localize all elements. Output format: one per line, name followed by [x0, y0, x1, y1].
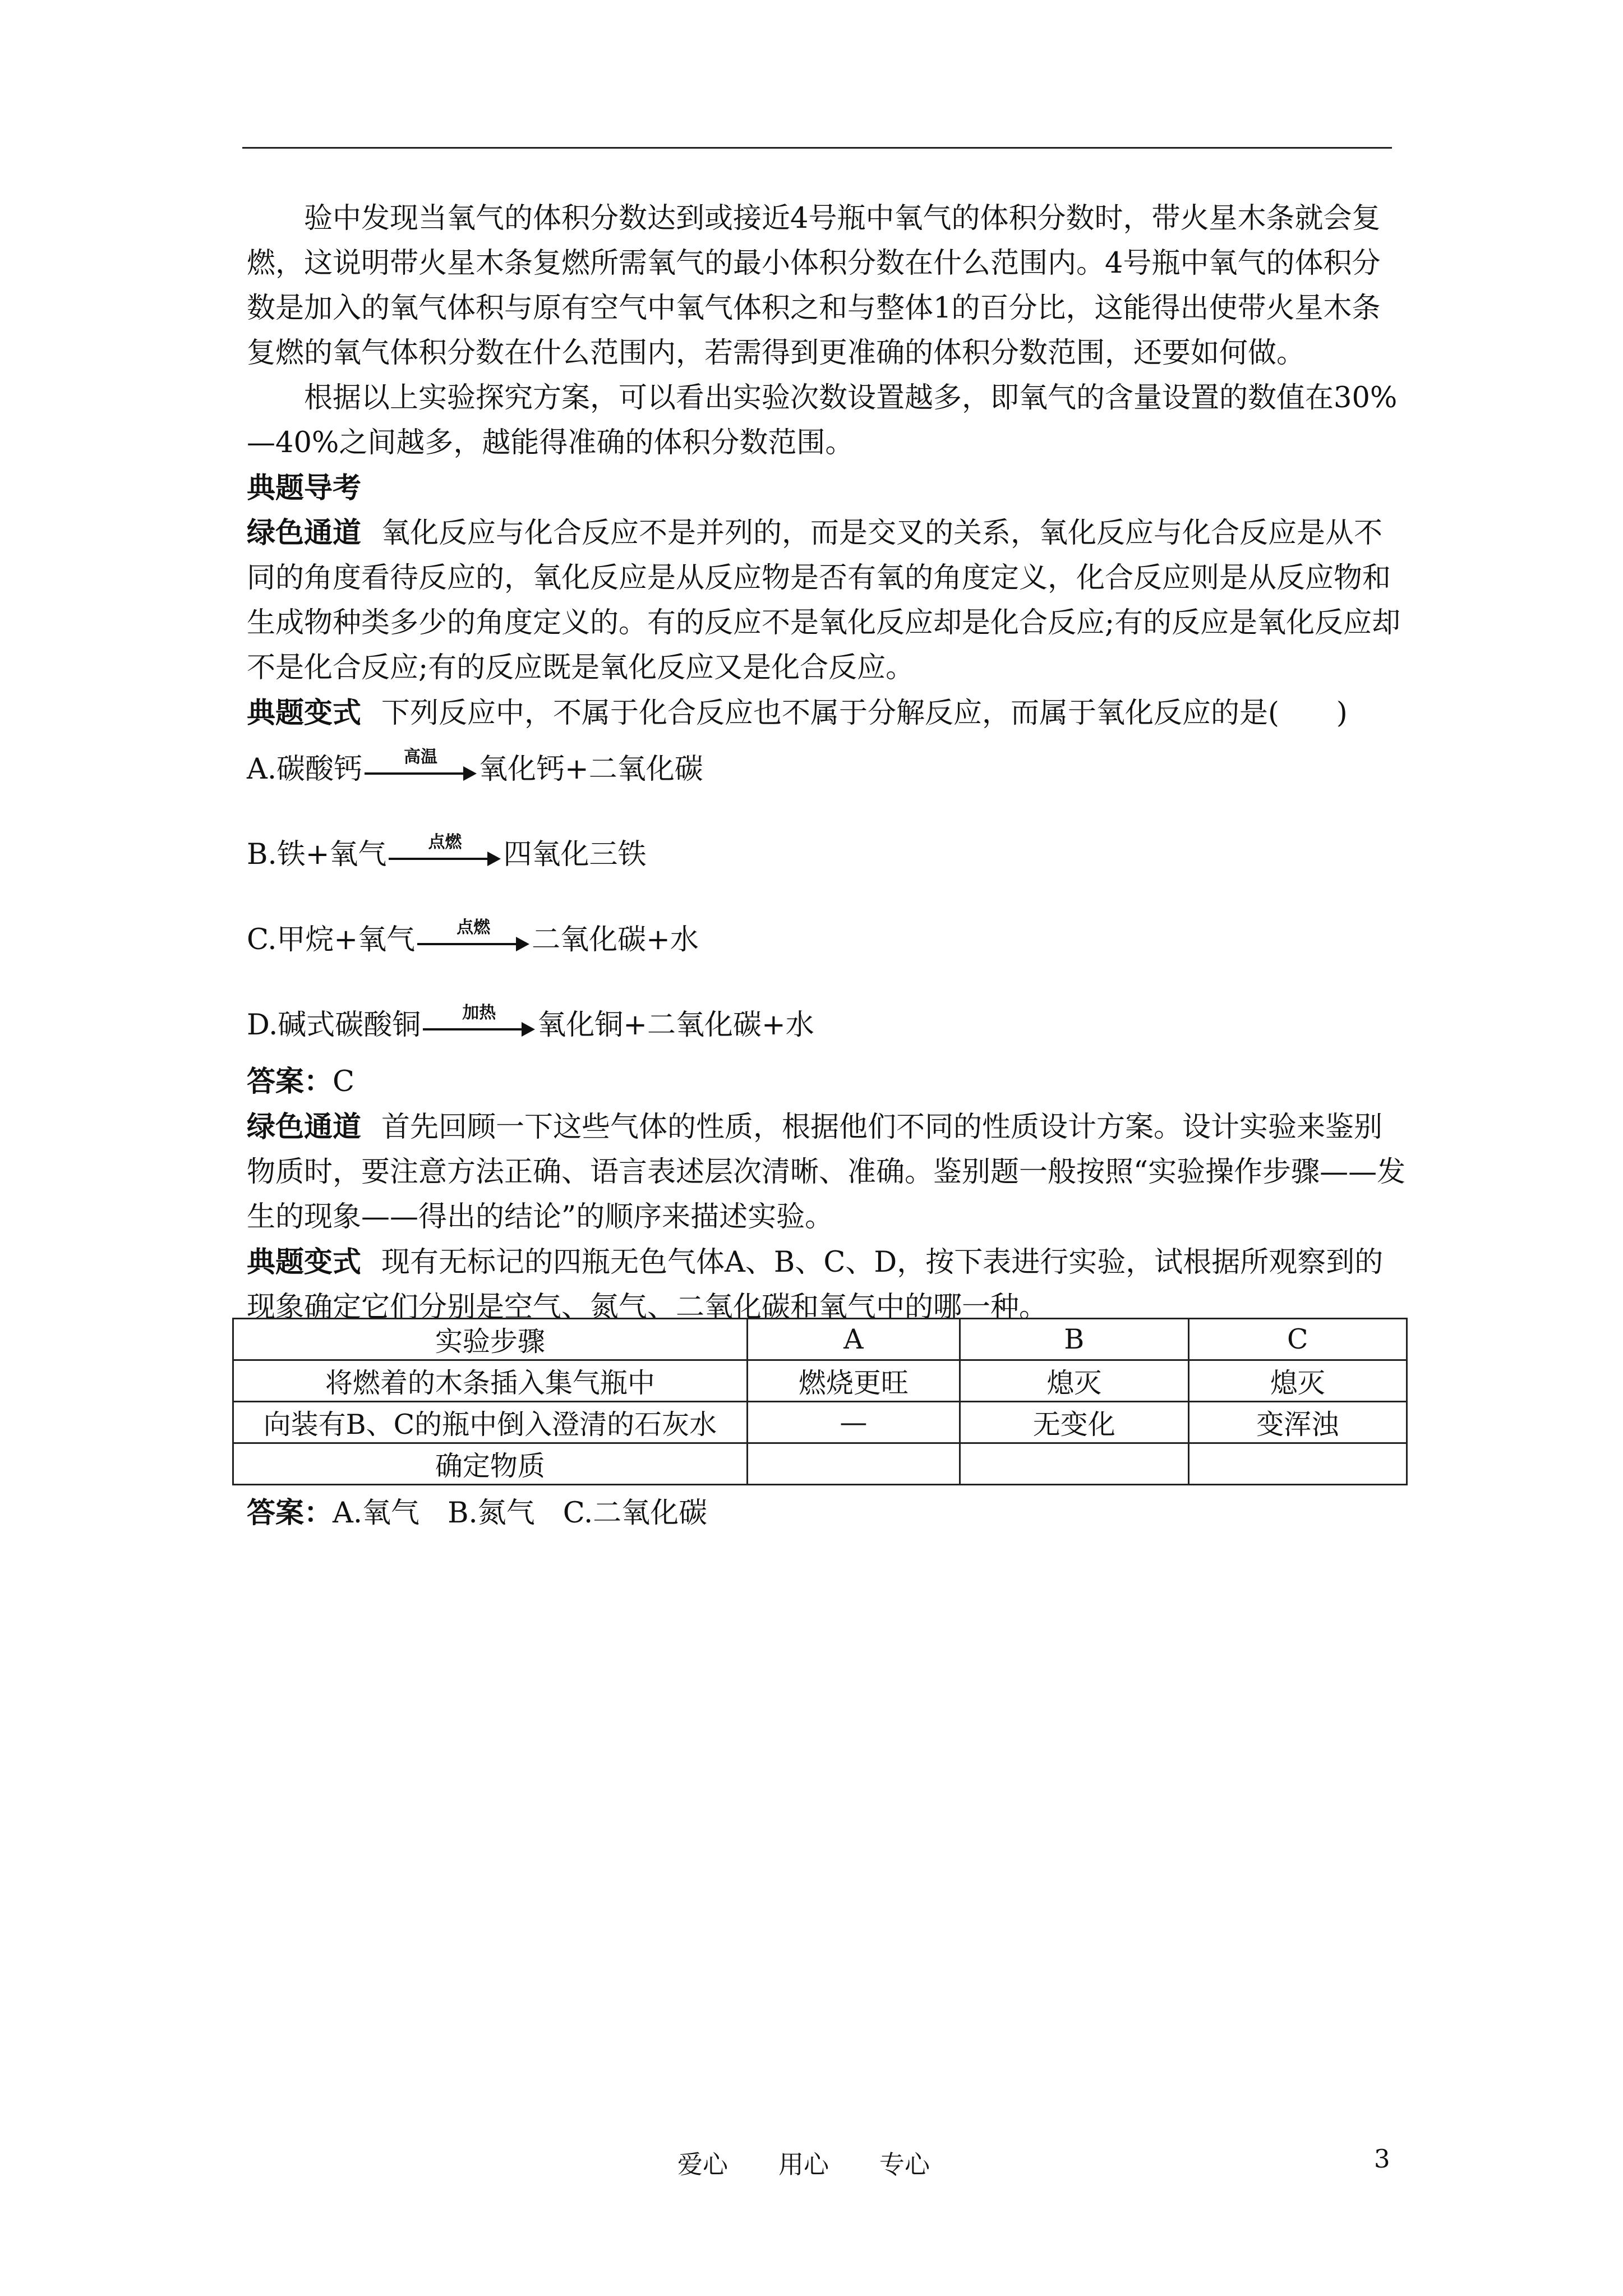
reaction-arrow-icon	[389, 832, 501, 877]
table-header-row	[233, 1319, 1407, 1360]
answer-part: A.氧气	[333, 1497, 420, 1530]
reaction-arrow-icon	[423, 1003, 535, 1048]
table-cell	[1188, 1443, 1407, 1485]
option-reactants: C.甲烷+氧气	[247, 923, 416, 956]
option-products: 氧化铜+二氧化碳+水	[537, 1009, 814, 1042]
footer-motto	[677, 2144, 930, 2180]
reaction-condition: 加热	[462, 1003, 496, 1023]
table-header-cell: C	[1188, 1319, 1407, 1360]
table-cell: 将燃着的木条插入集气瓶中	[233, 1360, 748, 1402]
table-cell: —	[747, 1402, 960, 1443]
reaction-condition: 高温	[404, 747, 438, 767]
variant-text: 现有无标记的四瓶无色气体A、B、C、D，按下表进行实验，试根据所观察到的现象确定它们分别是空气、氮气、二氧化碳和氧气中的哪一种。	[247, 1246, 1384, 1324]
table-cell	[747, 1443, 960, 1485]
table-header-cell: B	[960, 1319, 1188, 1360]
table-header-cell: 实验步骤	[233, 1319, 748, 1360]
reaction-condition: 点燃	[457, 918, 491, 937]
option-products: 四氧化三铁	[503, 838, 647, 871]
table-cell: 熄灭	[1188, 1360, 1407, 1402]
green-channel-1	[247, 510, 1408, 691]
answer-2	[247, 1490, 707, 1536]
green-channel-text: 氧化反应与化合反应不是并列的，而是交叉的关系，氧化反应与化合反应是从不同的角度看待反应的，氧化反应是从反应物是否有氧的角度定义，化合反应则是从反应物和生成物种类多少的角度定义的。有的反应不是氧化反应却是化合反应;有的反应是氧化反应却不是化合反应;有的反应既是氧化反应又是化合反应。	[247, 517, 1401, 684]
header-rule	[242, 147, 1392, 149]
table-cell: 熄灭	[960, 1360, 1188, 1402]
reaction-arrow-icon	[417, 918, 529, 963]
table-cell: 向装有B、C的瓶中倒入澄清的石灰水	[233, 1402, 748, 1443]
option-b	[247, 832, 1408, 877]
option-a	[247, 747, 1408, 792]
section-heading: 典题导考	[247, 471, 362, 505]
variant-label: 典题变式	[247, 696, 362, 730]
green-channel-label: 绿色通道	[247, 1110, 362, 1144]
table-cell: 无变化	[960, 1402, 1188, 1443]
reaction-condition: 点燃	[428, 832, 462, 852]
footer-motto-word: 爱心	[677, 2150, 728, 2179]
paragraph-conclusion: 根据以上实验探究方案，可以看出实验次数设置越多，即氧气的含量设置的数值在30%—40%之间越多，越能得准确的体积分数范围。	[247, 381, 1398, 459]
experiment-table	[232, 1318, 1408, 1485]
paragraph-experiment-analysis: 验中发现当氧气的体积分数达到或接近4号瓶中氧气的体积分数时，带火星木条就会复燃，这说明带火星木条复燃所需氧气的最小体积分数在什么范围内。4号瓶中氧气的体积分数是加入的氧气体积与原有空气中氧气体积之和与整体1的百分比，这能得出使带火星木条复燃的氧气体积分数在什么范围内，若需得到更准确的体积分数范围，还要如何做。	[247, 202, 1381, 370]
page-number: 3	[1374, 2144, 1390, 2174]
option-products: 氧化钙+二氧化碳	[479, 753, 703, 786]
option-reactants: D.碱式碳酸铜	[247, 1009, 421, 1042]
table-cell	[960, 1443, 1188, 1485]
answer-value: C	[333, 1065, 355, 1098]
green-channel-2	[247, 1105, 1408, 1240]
green-channel-label: 绿色通道	[247, 516, 362, 550]
table-row	[233, 1402, 1407, 1443]
table-row	[233, 1360, 1407, 1402]
option-reactants: A.碳酸钙	[247, 753, 363, 786]
option-reactants: B.铁+氧气	[247, 838, 387, 871]
answer-label: 答案：	[247, 1065, 333, 1098]
variant-question-1	[247, 691, 1408, 736]
reaction-arrow-icon	[365, 747, 477, 792]
page-content	[247, 196, 1408, 1330]
option-d	[247, 1003, 1408, 1048]
green-channel-text: 首先回顾一下这些气体的性质，根据他们不同的性质设计方案。设计实验来鉴别物质时，要注意方法正确、语言表述层次清晰、准确。鉴别题一般按照“实验操作步骤——发生的现象——得出的结论”的顺序来描述实验。	[247, 1111, 1406, 1234]
variant-text: 下列反应中，不属于化合反应也不属于分解反应，而属于氧化反应的是( )	[381, 697, 1348, 730]
option-c	[247, 918, 1408, 963]
answer-label: 答案：	[247, 1496, 333, 1530]
variant-question-2	[247, 1240, 1408, 1330]
table-cell: 燃烧更旺	[747, 1360, 960, 1402]
answer-part: C.二氧化碳	[562, 1497, 708, 1530]
answer-1	[247, 1059, 1408, 1105]
table-cell: 确定物质	[233, 1443, 748, 1485]
variant-label: 典题变式	[247, 1245, 362, 1279]
footer-motto-word: 用心	[778, 2150, 829, 2179]
table-row	[233, 1443, 1407, 1485]
table-cell: 变浑浊	[1188, 1402, 1407, 1443]
footer-motto-word: 专心	[879, 2150, 930, 2179]
answer-part: B.氮气	[448, 1497, 535, 1530]
option-products: 二氧化碳+水	[532, 923, 699, 956]
table-header-cell: A	[747, 1319, 960, 1360]
